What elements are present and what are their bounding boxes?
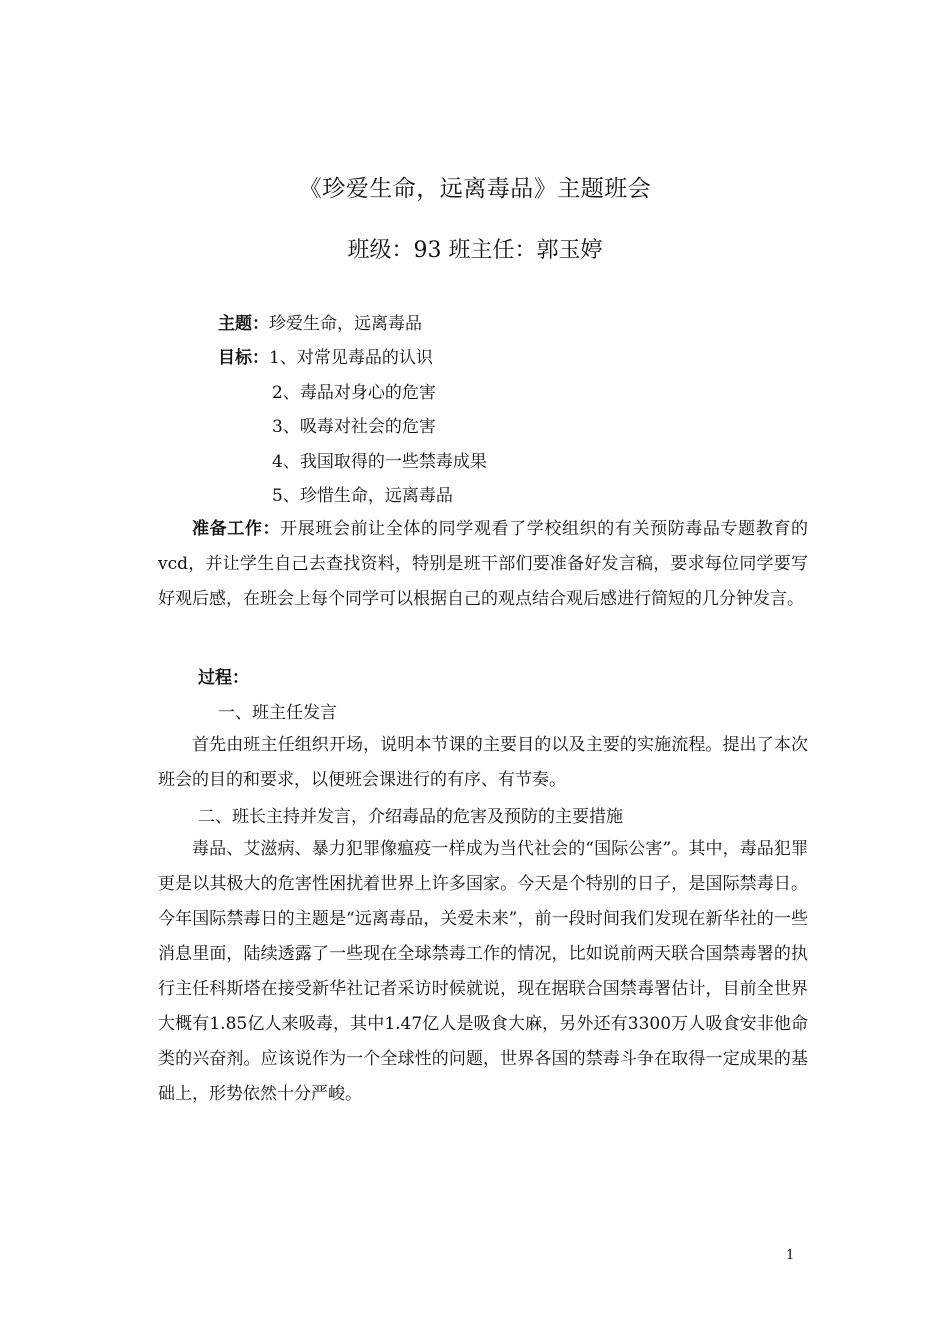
process-label: 过程：	[198, 668, 249, 688]
preparation-text: 开展班会前让全体的同学观看了学校组织的有关预防毒品专题教育的vcd，并让学生自己去查找资料，特别是班干部们要准备好发言稿，要求每位同学要写好观后感，在班会上每个同学可以根据自己的观点结合观后感进行简短的几分钟发言。	[158, 519, 809, 609]
document-subtitle: 班级：93 班主任：郭玉婷	[347, 238, 603, 263]
section2-paragraph: 毒品、艾滋病、暴力犯罪像瘟疫一样成为当代社会的“国际公害”。其中，毒品犯罪更是以其极大的危害性困扰着世界上许多国家。今天是个特别的日子，是国际禁毒日。今年国际禁毒日的主题是“远离毒品，关爱未来”，前一段时间我们发现在新华社的一些消息里面，陆续透露了一些现在全球禁毒工作的情况，比如说前两天联合国禁毒署的执行主任科斯塔在接受新华社记者采访时候就说，现在据联合国禁毒署估计，目前全世界大概有1.85亿人来吸毒，其中1.47亿人是吸食大麻，另外还有3300万人吸食安非他命类的兴奋剂。应该说作为一个全球性的问题，世界各国的禁毒斗争在取得一定成果的基础上，形势依然十分严峻。	[158, 839, 808, 1104]
goal-item: 5、珍惜生命，远离毒品	[272, 486, 453, 506]
goal-item: 2、毒品对身心的危害	[272, 383, 436, 403]
section1-heading: 一、班主任发言	[218, 703, 337, 723]
document-title: 《珍爱生命，远离毒品》主题班会	[298, 176, 652, 202]
section1-paragraph: 首先由班主任组织开场，说明本节课的主要目的以及主要的实施流程。提出了本次班会的目的和要求，以便班会课进行的有序、有节奏。	[158, 735, 808, 790]
preparation-label: 准备工作：	[192, 519, 281, 539]
goal-item: 3、吸毒对社会的危害	[272, 417, 436, 437]
theme-line	[218, 313, 422, 335]
section2-heading: 二、班长主持并发言，介绍毒品的危害及预防的主要措施	[198, 807, 623, 827]
goal-item: 4、我国取得的一些禁毒成果	[272, 452, 487, 472]
goal-item: 1、对常见毒品的认识	[269, 348, 433, 368]
theme-text: 珍爱生命，远离毒品	[269, 314, 422, 334]
goals-line	[218, 347, 433, 369]
theme-label: 主题：	[218, 314, 269, 334]
goals-label: 目标：	[218, 348, 269, 368]
preparation-paragraph	[158, 512, 808, 617]
page-number: 1	[786, 1248, 795, 1263]
